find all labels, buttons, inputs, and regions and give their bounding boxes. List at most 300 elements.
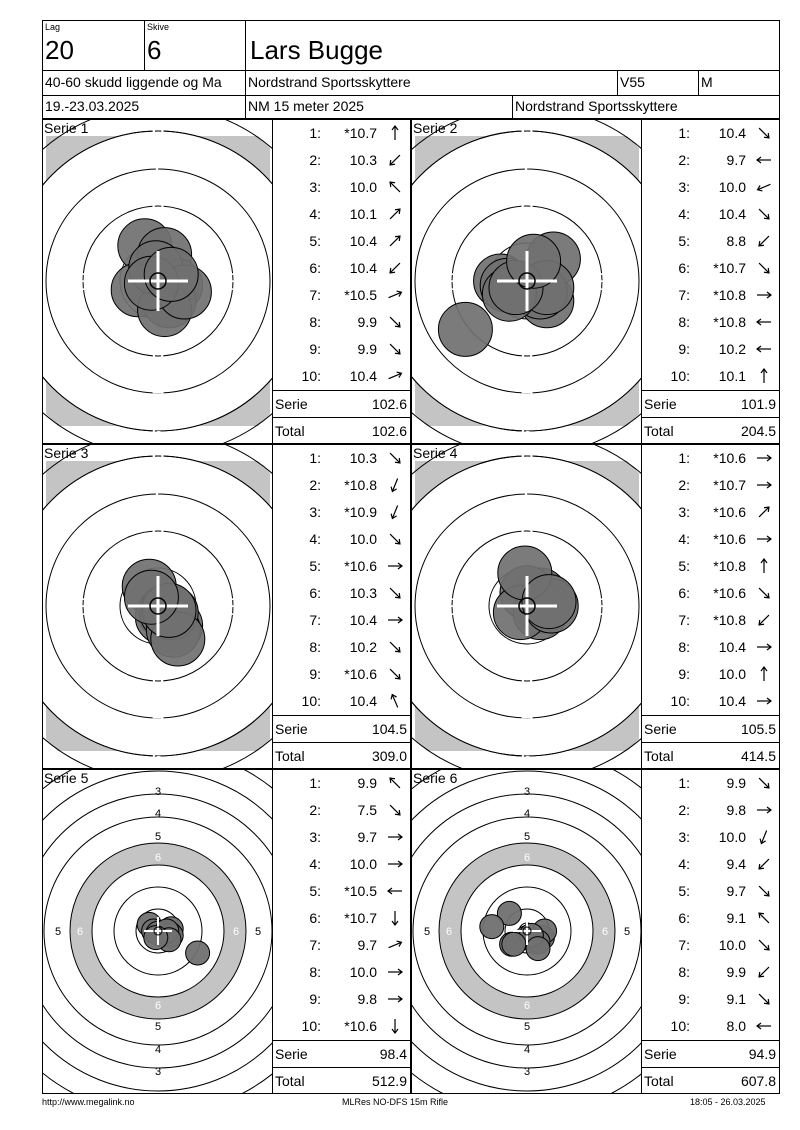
shot-number: 10: bbox=[301, 1018, 321, 1034]
shot-row bbox=[642, 959, 779, 986]
series-title: Serie 5 bbox=[44, 770, 89, 786]
shot-row bbox=[273, 688, 410, 715]
shot-number: 4: bbox=[309, 856, 321, 872]
shot-number: 8: bbox=[309, 639, 321, 655]
shot-list-serie-1 bbox=[272, 119, 411, 444]
shot-score: 10.0 bbox=[718, 666, 746, 682]
shot-row bbox=[642, 228, 779, 255]
direction-arrow-icon bbox=[385, 504, 405, 520]
shot-number: 10: bbox=[670, 368, 690, 384]
club-cell bbox=[245, 70, 618, 96]
serie-sum-row bbox=[273, 715, 410, 741]
shot-number: 6: bbox=[309, 260, 321, 276]
shot-row bbox=[642, 824, 779, 851]
direction-arrow-icon bbox=[754, 991, 774, 1007]
direction-arrow-icon bbox=[385, 206, 405, 222]
direction-arrow-icon bbox=[754, 910, 774, 926]
shot-row bbox=[273, 336, 410, 363]
ring-number: 6 bbox=[151, 746, 165, 768]
shot-score: 10.4 bbox=[718, 125, 746, 141]
series-title: Serie 3 bbox=[44, 445, 89, 461]
shot-score: 9.9 bbox=[357, 775, 377, 791]
target-face bbox=[43, 120, 272, 443]
shot-hole bbox=[124, 570, 178, 624]
shot-score: 10.3 bbox=[349, 585, 377, 601]
shot-number: 6: bbox=[678, 910, 690, 926]
direction-arrow-icon bbox=[754, 368, 774, 384]
shot-row bbox=[273, 445, 410, 472]
shot-row bbox=[642, 607, 779, 634]
shot-score: 7.5 bbox=[357, 802, 377, 818]
shot-number: 9: bbox=[309, 991, 321, 1007]
direction-arrow-icon bbox=[385, 341, 405, 357]
competition-cell bbox=[245, 95, 513, 119]
shot-score: *10.6 bbox=[713, 504, 746, 520]
ring-number: 6 bbox=[154, 852, 162, 864]
direction-arrow-icon bbox=[754, 612, 774, 628]
serie-sum-row bbox=[273, 1040, 410, 1066]
ring-number: 8 bbox=[520, 191, 534, 218]
ring-number: 7 bbox=[520, 387, 534, 414]
shot-number: 7: bbox=[678, 287, 690, 303]
shot-score: 10.0 bbox=[718, 937, 746, 953]
shot-score: 10.0 bbox=[349, 179, 377, 195]
direction-arrow-icon bbox=[385, 991, 405, 1007]
total-value: 414.5 bbox=[740, 748, 776, 764]
shot-score: *10.5 bbox=[344, 883, 377, 899]
ring-number: 8 bbox=[520, 347, 534, 374]
shot-number: 10: bbox=[670, 1018, 690, 1034]
shot-list-serie-6 bbox=[641, 769, 780, 1094]
total-label: Total bbox=[644, 748, 674, 764]
skive-cell bbox=[144, 20, 246, 71]
serie-sum-value: 104.5 bbox=[371, 721, 407, 737]
shot-score: 8.0 bbox=[726, 1018, 746, 1034]
shot-row bbox=[642, 797, 779, 824]
ring-number: 8 bbox=[151, 347, 165, 374]
shot-row bbox=[642, 851, 779, 878]
ring-number: 8 bbox=[445, 269, 459, 296]
shot-number: 1: bbox=[309, 450, 321, 466]
total-label: Total bbox=[275, 1073, 305, 1089]
ring-number: 8 bbox=[190, 926, 198, 938]
shot-row bbox=[273, 634, 410, 661]
shot-row bbox=[273, 228, 410, 255]
shot-number: 2: bbox=[309, 152, 321, 168]
shot-row bbox=[273, 499, 410, 526]
total-label: Total bbox=[275, 423, 305, 439]
shot-number: 2: bbox=[678, 802, 690, 818]
shot-list-serie-5 bbox=[272, 769, 411, 1094]
direction-arrow-icon bbox=[385, 125, 405, 141]
shot-score: *10.7 bbox=[344, 910, 377, 926]
competition-name: NM 15 meter 2025 bbox=[248, 98, 364, 114]
shot-hole bbox=[502, 932, 526, 956]
lag-value: 20 bbox=[45, 35, 74, 65]
direction-arrow-icon bbox=[385, 368, 405, 384]
shot-number: 6: bbox=[678, 585, 690, 601]
shot-number: 1: bbox=[309, 125, 321, 141]
ring-number: 7 bbox=[520, 712, 534, 739]
target-box-serie-2 bbox=[411, 119, 642, 444]
shot-score: 10.0 bbox=[349, 964, 377, 980]
name-cell bbox=[245, 20, 780, 71]
shot-number: 9: bbox=[309, 666, 321, 682]
total-sum-row bbox=[273, 417, 410, 443]
shot-number: 4: bbox=[678, 531, 690, 547]
ring-number: 5 bbox=[154, 1021, 162, 1033]
direction-arrow-icon bbox=[754, 585, 774, 601]
total-sum-row bbox=[273, 742, 410, 768]
shot-number: 5: bbox=[678, 883, 690, 899]
shot-row bbox=[642, 932, 779, 959]
shot-row bbox=[273, 932, 410, 959]
shot-number: 9: bbox=[678, 666, 690, 682]
shot-number: 2: bbox=[678, 152, 690, 168]
shot-list-serie-2 bbox=[641, 119, 780, 444]
direction-arrow-icon bbox=[385, 612, 405, 628]
shot-number: 4: bbox=[309, 531, 321, 547]
event-class-cell bbox=[42, 70, 246, 96]
shot-hole bbox=[480, 915, 504, 939]
shot-score: *10.7 bbox=[713, 477, 746, 493]
direction-arrow-icon bbox=[754, 504, 774, 520]
direction-arrow-icon bbox=[385, 910, 405, 926]
ring-number: 6 bbox=[520, 120, 534, 144]
ring-number: 5 bbox=[523, 1021, 531, 1033]
ring-number: 8 bbox=[154, 957, 162, 969]
shot-number: 8: bbox=[678, 314, 690, 330]
ring-number: 8 bbox=[595, 594, 609, 621]
shot-number: 4: bbox=[309, 206, 321, 222]
shot-number: 6: bbox=[678, 260, 690, 276]
event-class: 40-60 skudd liggende og Ma bbox=[45, 74, 222, 90]
shot-score: 8.8 bbox=[726, 233, 746, 249]
age-class-cell bbox=[617, 70, 699, 96]
ring-number: 5 bbox=[254, 926, 262, 938]
shot-row bbox=[273, 770, 410, 797]
shot-score: *10.6 bbox=[344, 558, 377, 574]
shot-row bbox=[642, 634, 779, 661]
shot-score: 10.1 bbox=[718, 368, 746, 384]
ring-number: 7 bbox=[151, 151, 165, 178]
direction-arrow-icon bbox=[754, 937, 774, 953]
shot-number: 5: bbox=[678, 233, 690, 249]
shot-row bbox=[642, 363, 779, 390]
target-face bbox=[412, 445, 641, 768]
ring-number: 8 bbox=[445, 594, 459, 621]
ring-number: 4 bbox=[154, 808, 162, 820]
serie-sum-value: 94.9 bbox=[748, 1046, 776, 1062]
ring-number: 6 bbox=[520, 445, 534, 469]
shot-number: 3: bbox=[678, 179, 690, 195]
ring-number: 6 bbox=[520, 746, 534, 768]
ring-number: 3 bbox=[523, 786, 531, 798]
shooter-name: Lars Bugge bbox=[250, 35, 383, 65]
ring-number: 8 bbox=[151, 191, 165, 218]
direction-arrow-icon bbox=[385, 314, 405, 330]
shot-row bbox=[273, 553, 410, 580]
shot-score: *10.6 bbox=[713, 450, 746, 466]
shot-score: 10.2 bbox=[349, 639, 377, 655]
shot-score: *10.8 bbox=[713, 287, 746, 303]
footer-url: http://www.megalink.no bbox=[42, 1097, 135, 1107]
shot-score: 10.0 bbox=[349, 531, 377, 547]
shot-score: *10.5 bbox=[344, 287, 377, 303]
shot-number: 7: bbox=[678, 937, 690, 953]
shot-score: 9.7 bbox=[357, 937, 377, 953]
shot-row bbox=[642, 526, 779, 553]
shot-number: 9: bbox=[678, 991, 690, 1007]
serie-sum-value: 101.9 bbox=[740, 396, 776, 412]
ring-number: 6 bbox=[232, 926, 240, 938]
direction-arrow-icon bbox=[385, 693, 405, 709]
ring-number: 5 bbox=[423, 926, 431, 938]
shot-score: *10.8 bbox=[713, 314, 746, 330]
ring-number: 6 bbox=[523, 1000, 531, 1012]
ring-number: 8 bbox=[523, 895, 531, 907]
direction-arrow-icon bbox=[754, 233, 774, 249]
direction-arrow-icon bbox=[754, 1018, 774, 1034]
direction-arrow-icon bbox=[754, 829, 774, 845]
shot-row bbox=[273, 824, 410, 851]
shot-number: 7: bbox=[309, 937, 321, 953]
total-value: 512.9 bbox=[371, 1073, 407, 1089]
shot-number: 3: bbox=[309, 179, 321, 195]
shot-score: 10.4 bbox=[349, 233, 377, 249]
ring-number: 6 bbox=[601, 926, 609, 938]
total-sum-row bbox=[642, 742, 779, 768]
shot-score: 10.0 bbox=[718, 829, 746, 845]
shot-hole bbox=[186, 941, 210, 965]
shot-score: 10.4 bbox=[349, 368, 377, 384]
direction-arrow-icon bbox=[385, 856, 405, 872]
shot-score: 10.2 bbox=[718, 341, 746, 357]
total-sum-row bbox=[642, 417, 779, 443]
shot-row bbox=[273, 472, 410, 499]
shot-row bbox=[273, 201, 410, 228]
ring-number: 8 bbox=[76, 594, 90, 621]
ring-number: 6 bbox=[445, 926, 453, 938]
shot-list-serie-3 bbox=[272, 444, 411, 769]
shot-number: 3: bbox=[678, 504, 690, 520]
series-title: Serie 4 bbox=[413, 445, 458, 461]
shot-row bbox=[642, 905, 779, 932]
shot-number: 2: bbox=[678, 477, 690, 493]
serie-sum-value: 102.6 bbox=[371, 396, 407, 412]
ring-number: 7 bbox=[98, 926, 106, 938]
shot-score: 10.4 bbox=[718, 639, 746, 655]
serie-sum-label: Serie bbox=[275, 1046, 308, 1062]
shot-score: 9.9 bbox=[357, 341, 377, 357]
shot-score: 9.7 bbox=[357, 829, 377, 845]
ring-number: 5 bbox=[154, 831, 162, 843]
direction-arrow-icon bbox=[754, 639, 774, 655]
serie-sum-row bbox=[642, 715, 779, 741]
shot-number: 8: bbox=[678, 964, 690, 980]
shot-score: *10.7 bbox=[344, 125, 377, 141]
organizer: Nordstrand Sportsskyttere bbox=[515, 98, 678, 114]
shot-number: 3: bbox=[309, 829, 321, 845]
shot-row bbox=[273, 986, 410, 1013]
gender-cell bbox=[698, 70, 780, 96]
ring-number: 6 bbox=[151, 120, 165, 144]
ring-number: 7 bbox=[520, 476, 534, 503]
shot-number: 4: bbox=[678, 206, 690, 222]
ring-number: 3 bbox=[523, 1066, 531, 1078]
series-title: Serie 6 bbox=[413, 770, 458, 786]
direction-arrow-icon bbox=[754, 666, 774, 682]
shot-score: *10.6 bbox=[713, 585, 746, 601]
ring-number: 7 bbox=[151, 387, 165, 414]
target-box-serie-3 bbox=[42, 444, 273, 769]
ring-number: 8 bbox=[154, 895, 162, 907]
ring-number: 8 bbox=[595, 269, 609, 296]
shot-row bbox=[642, 255, 779, 282]
shot-number: 3: bbox=[309, 504, 321, 520]
direction-arrow-icon bbox=[385, 179, 405, 195]
direction-arrow-icon bbox=[754, 477, 774, 493]
shot-row bbox=[273, 959, 410, 986]
direction-arrow-icon bbox=[754, 802, 774, 818]
ring-number: 8 bbox=[520, 672, 534, 699]
serie-sum-label: Serie bbox=[644, 1046, 677, 1062]
shot-row bbox=[642, 201, 779, 228]
shot-score: 9.7 bbox=[726, 152, 746, 168]
ring-number: 5 bbox=[623, 926, 631, 938]
direction-arrow-icon bbox=[754, 341, 774, 357]
shot-row bbox=[273, 851, 410, 878]
shot-row bbox=[273, 661, 410, 688]
serie-sum-value: 105.5 bbox=[740, 721, 776, 737]
shot-number: 10: bbox=[301, 693, 321, 709]
shot-score: 10.4 bbox=[718, 693, 746, 709]
shot-number: 9: bbox=[678, 341, 690, 357]
direction-arrow-icon bbox=[754, 152, 774, 168]
serie-sum-label: Serie bbox=[275, 721, 308, 737]
shot-number: 10: bbox=[301, 368, 321, 384]
shot-score: 10.3 bbox=[349, 450, 377, 466]
direction-arrow-icon bbox=[385, 666, 405, 682]
ring-number: 4 bbox=[154, 1044, 162, 1056]
ring-number: 7 bbox=[151, 712, 165, 739]
shot-number: 8: bbox=[309, 964, 321, 980]
shot-row bbox=[273, 120, 410, 147]
skive-value: 6 bbox=[147, 35, 162, 65]
shot-row bbox=[642, 174, 779, 201]
total-label: Total bbox=[644, 1073, 674, 1089]
ring-number: 8 bbox=[151, 516, 165, 543]
target-face bbox=[43, 445, 272, 768]
direction-arrow-icon bbox=[385, 477, 405, 493]
shot-row bbox=[642, 553, 779, 580]
ring-number: 7 bbox=[154, 979, 162, 991]
shot-score: 10.0 bbox=[718, 179, 746, 195]
direction-arrow-icon bbox=[754, 450, 774, 466]
ring-number: 4 bbox=[523, 808, 531, 820]
shot-row bbox=[642, 770, 779, 797]
shot-hole bbox=[438, 302, 492, 356]
shot-row bbox=[642, 147, 779, 174]
shot-number: 4: bbox=[678, 856, 690, 872]
shot-row bbox=[273, 905, 410, 932]
shot-score: 10.4 bbox=[349, 260, 377, 276]
direction-arrow-icon bbox=[754, 558, 774, 574]
total-value: 309.0 bbox=[371, 748, 407, 764]
serie-sum-label: Serie bbox=[275, 396, 308, 412]
ring-number: 8 bbox=[559, 926, 567, 938]
shot-row bbox=[642, 472, 779, 499]
ring-number: 8 bbox=[520, 516, 534, 543]
shot-number: 5: bbox=[309, 558, 321, 574]
ring-number: 6 bbox=[154, 1000, 162, 1012]
direction-arrow-icon bbox=[385, 775, 405, 791]
dates-cell bbox=[42, 95, 246, 119]
serie-sum-label: Serie bbox=[644, 721, 677, 737]
shot-score: 10.1 bbox=[349, 206, 377, 222]
ring-number: 7 bbox=[151, 476, 165, 503]
shot-score: 10.4 bbox=[718, 206, 746, 222]
shot-row bbox=[273, 363, 410, 390]
target-box-serie-4 bbox=[411, 444, 642, 769]
shot-row bbox=[273, 580, 410, 607]
ring-number: 6 bbox=[151, 421, 165, 443]
direction-arrow-icon bbox=[385, 233, 405, 249]
dates: 19.-23.03.2025 bbox=[45, 98, 140, 114]
direction-arrow-icon bbox=[754, 287, 774, 303]
shot-row bbox=[642, 282, 779, 309]
total-sum-row bbox=[273, 1067, 410, 1093]
shot-score: *10.6 bbox=[344, 666, 377, 682]
direction-arrow-icon bbox=[754, 775, 774, 791]
shot-score: 9.7 bbox=[726, 883, 746, 899]
shot-row bbox=[273, 526, 410, 553]
shot-row bbox=[642, 1013, 779, 1040]
direction-arrow-icon bbox=[754, 883, 774, 899]
shot-number: 1: bbox=[678, 125, 690, 141]
shot-row bbox=[642, 309, 779, 336]
gender: M bbox=[701, 74, 713, 90]
ring-number: 7 bbox=[523, 979, 531, 991]
series-title: Serie 2 bbox=[413, 120, 458, 136]
organizer-cell bbox=[512, 95, 780, 119]
shot-number: 2: bbox=[309, 477, 321, 493]
ring-number: 8 bbox=[226, 269, 240, 296]
direction-arrow-icon bbox=[385, 287, 405, 303]
shot-number: 6: bbox=[309, 910, 321, 926]
shot-row bbox=[273, 255, 410, 282]
ring-number: 5 bbox=[523, 831, 531, 843]
direction-arrow-icon bbox=[385, 883, 405, 899]
age-class: V55 bbox=[620, 74, 645, 90]
serie-sum-row bbox=[642, 1040, 779, 1066]
direction-arrow-icon bbox=[385, 152, 405, 168]
shot-row bbox=[642, 878, 779, 905]
shot-score: 9.8 bbox=[357, 991, 377, 1007]
direction-arrow-icon bbox=[385, 450, 405, 466]
direction-arrow-icon bbox=[754, 206, 774, 222]
shot-row bbox=[273, 878, 410, 905]
serie-sum-value: 98.4 bbox=[379, 1046, 407, 1062]
serie-sum-label: Serie bbox=[644, 396, 677, 412]
direction-arrow-icon bbox=[754, 531, 774, 547]
shot-score: *10.8 bbox=[713, 612, 746, 628]
shot-score: 10.0 bbox=[349, 856, 377, 872]
total-value: 102.6 bbox=[371, 423, 407, 439]
total-label: Total bbox=[644, 423, 674, 439]
shot-row bbox=[642, 661, 779, 688]
direction-arrow-icon bbox=[385, 937, 405, 953]
